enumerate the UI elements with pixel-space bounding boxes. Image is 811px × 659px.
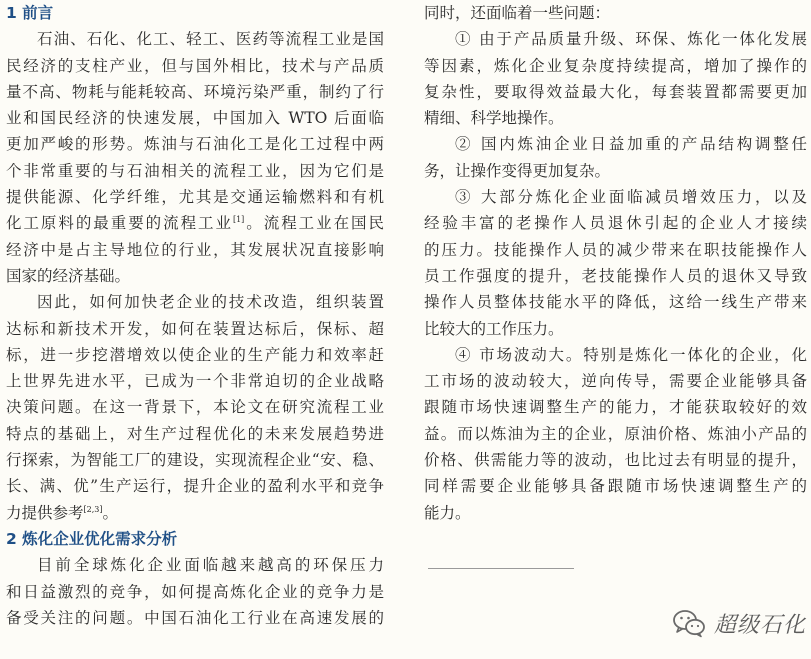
para-line: 益。而以炼油为主的企业，原油价格、炼油小产品的 — [424, 424, 807, 443]
para-line: 价格、供需能力等的波动，也比过去有明显的提升， — [424, 451, 807, 470]
para-line: 精细、科学地操作。 — [424, 109, 564, 128]
section-1-heading: 1 前言 — [6, 4, 54, 22]
para-line: 经济中是占主导地位的行业，其发展状况直接影响 — [6, 240, 384, 259]
para-line: 上世界先进水平，已成为一个非常迫切的企业战略 — [6, 372, 384, 391]
para-line: 跟随市场快速调整生产的能力，才能获取较好的效 — [424, 398, 807, 417]
para-line: 同样需要企业能够具备跟随市场快速调整生产的 — [424, 477, 807, 496]
para-line: 操作人员整体技能水平的降低，这给一线生产带来 — [424, 293, 807, 312]
para-line: 业和国民经济的快速发展，中国加入 WTO 后面临 — [6, 109, 384, 128]
section-2-heading: 2 炼化企业优化需求分析 — [6, 529, 178, 548]
para-line: 量不高、物耗与能耗较高、环境污染严重，制约了行 — [6, 82, 384, 101]
line-text: 。 — [102, 503, 118, 522]
para-line: 标，进一步挖潜增效以使企业的生产能力和效率赶 — [6, 345, 384, 364]
list-item-1: ① 由于产品质量升级、环保、炼化一体化发展 — [455, 30, 807, 49]
left-column — [6, 0, 384, 631]
para-line: 长、满、优”生产运行，提升企业的盈利水平和竞争 — [6, 477, 384, 496]
list-item-4: ④ 市场波动大。特别是炼化一体化的企业，化 — [455, 345, 807, 364]
para-line: 更加严峻的形势。炼油与石油化工是化工过程中两 — [6, 135, 384, 154]
para-line: 国家的经济基础。 — [6, 266, 131, 285]
para-line: 决策问题。在这一背景下，本论文在研究流程工业 — [6, 398, 384, 417]
para-line-with-citation — [6, 210, 384, 236]
line-text: 化工原料的最重要的流程工业 — [6, 214, 233, 233]
right-column — [424, 0, 807, 526]
para-line: 员工作强度的提升，老技能操作人员的退休又导致 — [424, 266, 807, 285]
para-line: 等因素，炼化企业复杂度持续提高，增加了操作的 — [424, 56, 807, 75]
wechat-watermark — [672, 605, 806, 641]
para-line: 提供能源、化学纤维，尤其是交通运输燃料和有机 — [6, 188, 384, 207]
line-text: 。流程工业在国民 — [244, 214, 384, 233]
line-text: 力提供参考 — [6, 503, 84, 522]
para-line: 石油、石化、化工、轻工、医药等流程工业是国 — [37, 30, 384, 49]
list-item-2: ② 国内炼油企业日益加重的产品结构调整任 — [455, 135, 807, 154]
para-line: 务，让操作变得更加复杂。 — [424, 161, 611, 180]
para-line: 经验丰富的老操作人员退休引起的企业人才接续 — [424, 214, 807, 233]
para-line: 能力。 — [424, 503, 471, 522]
para-line: 因此，如何加快老企业的技术改造，组织装置 — [37, 293, 384, 312]
para-line: 个非常重要的与石油相关的流程工业，因为它们是 — [6, 161, 384, 180]
para-line: 和日益激烈的竞争，如何提高炼化企业的竞争力是 — [6, 582, 384, 601]
para-line-with-citation — [6, 500, 384, 526]
para-line: 达标和新技术开发，如何在装置达标后，保标、超 — [6, 319, 384, 338]
para-line: 行探索，为智能工厂的建设，实现流程企业“安、稳、 — [6, 451, 384, 470]
para-line: 民经济的支柱产业，但与国外相比，技术与产品质 — [6, 56, 384, 75]
wechat-icon — [672, 608, 706, 638]
citation: [2,3] — [83, 504, 103, 514]
para-line: 工市场的波动较大，逆向传导，需要企业能够具备 — [424, 372, 807, 391]
para-line: 特点的基础上，对生产过程优化的未来发展趋势进 — [6, 424, 384, 443]
para-line: 备受关注的问题。中国石油化工行业在高速发展的 — [6, 608, 384, 627]
column-end-rule — [428, 568, 574, 569]
para-line: 同时，还面临着一些问题： — [424, 4, 611, 22]
list-item-3: ③ 大部分炼化企业面临减员增效压力，以及 — [455, 188, 807, 207]
para-line: 目前全球炼化企业面临越来越高的环保压力 — [37, 556, 384, 575]
citation: [1] — [232, 215, 245, 225]
para-line: 复杂性，要取得效益最大化，每套装置都需要更加 — [424, 82, 807, 101]
watermark-text: 超级石化 — [714, 612, 807, 638]
para-line: 的压力。技能操作人员的减少带来在职技能操作人 — [424, 240, 807, 259]
para-line: 比较大的工作压力。 — [424, 319, 564, 338]
